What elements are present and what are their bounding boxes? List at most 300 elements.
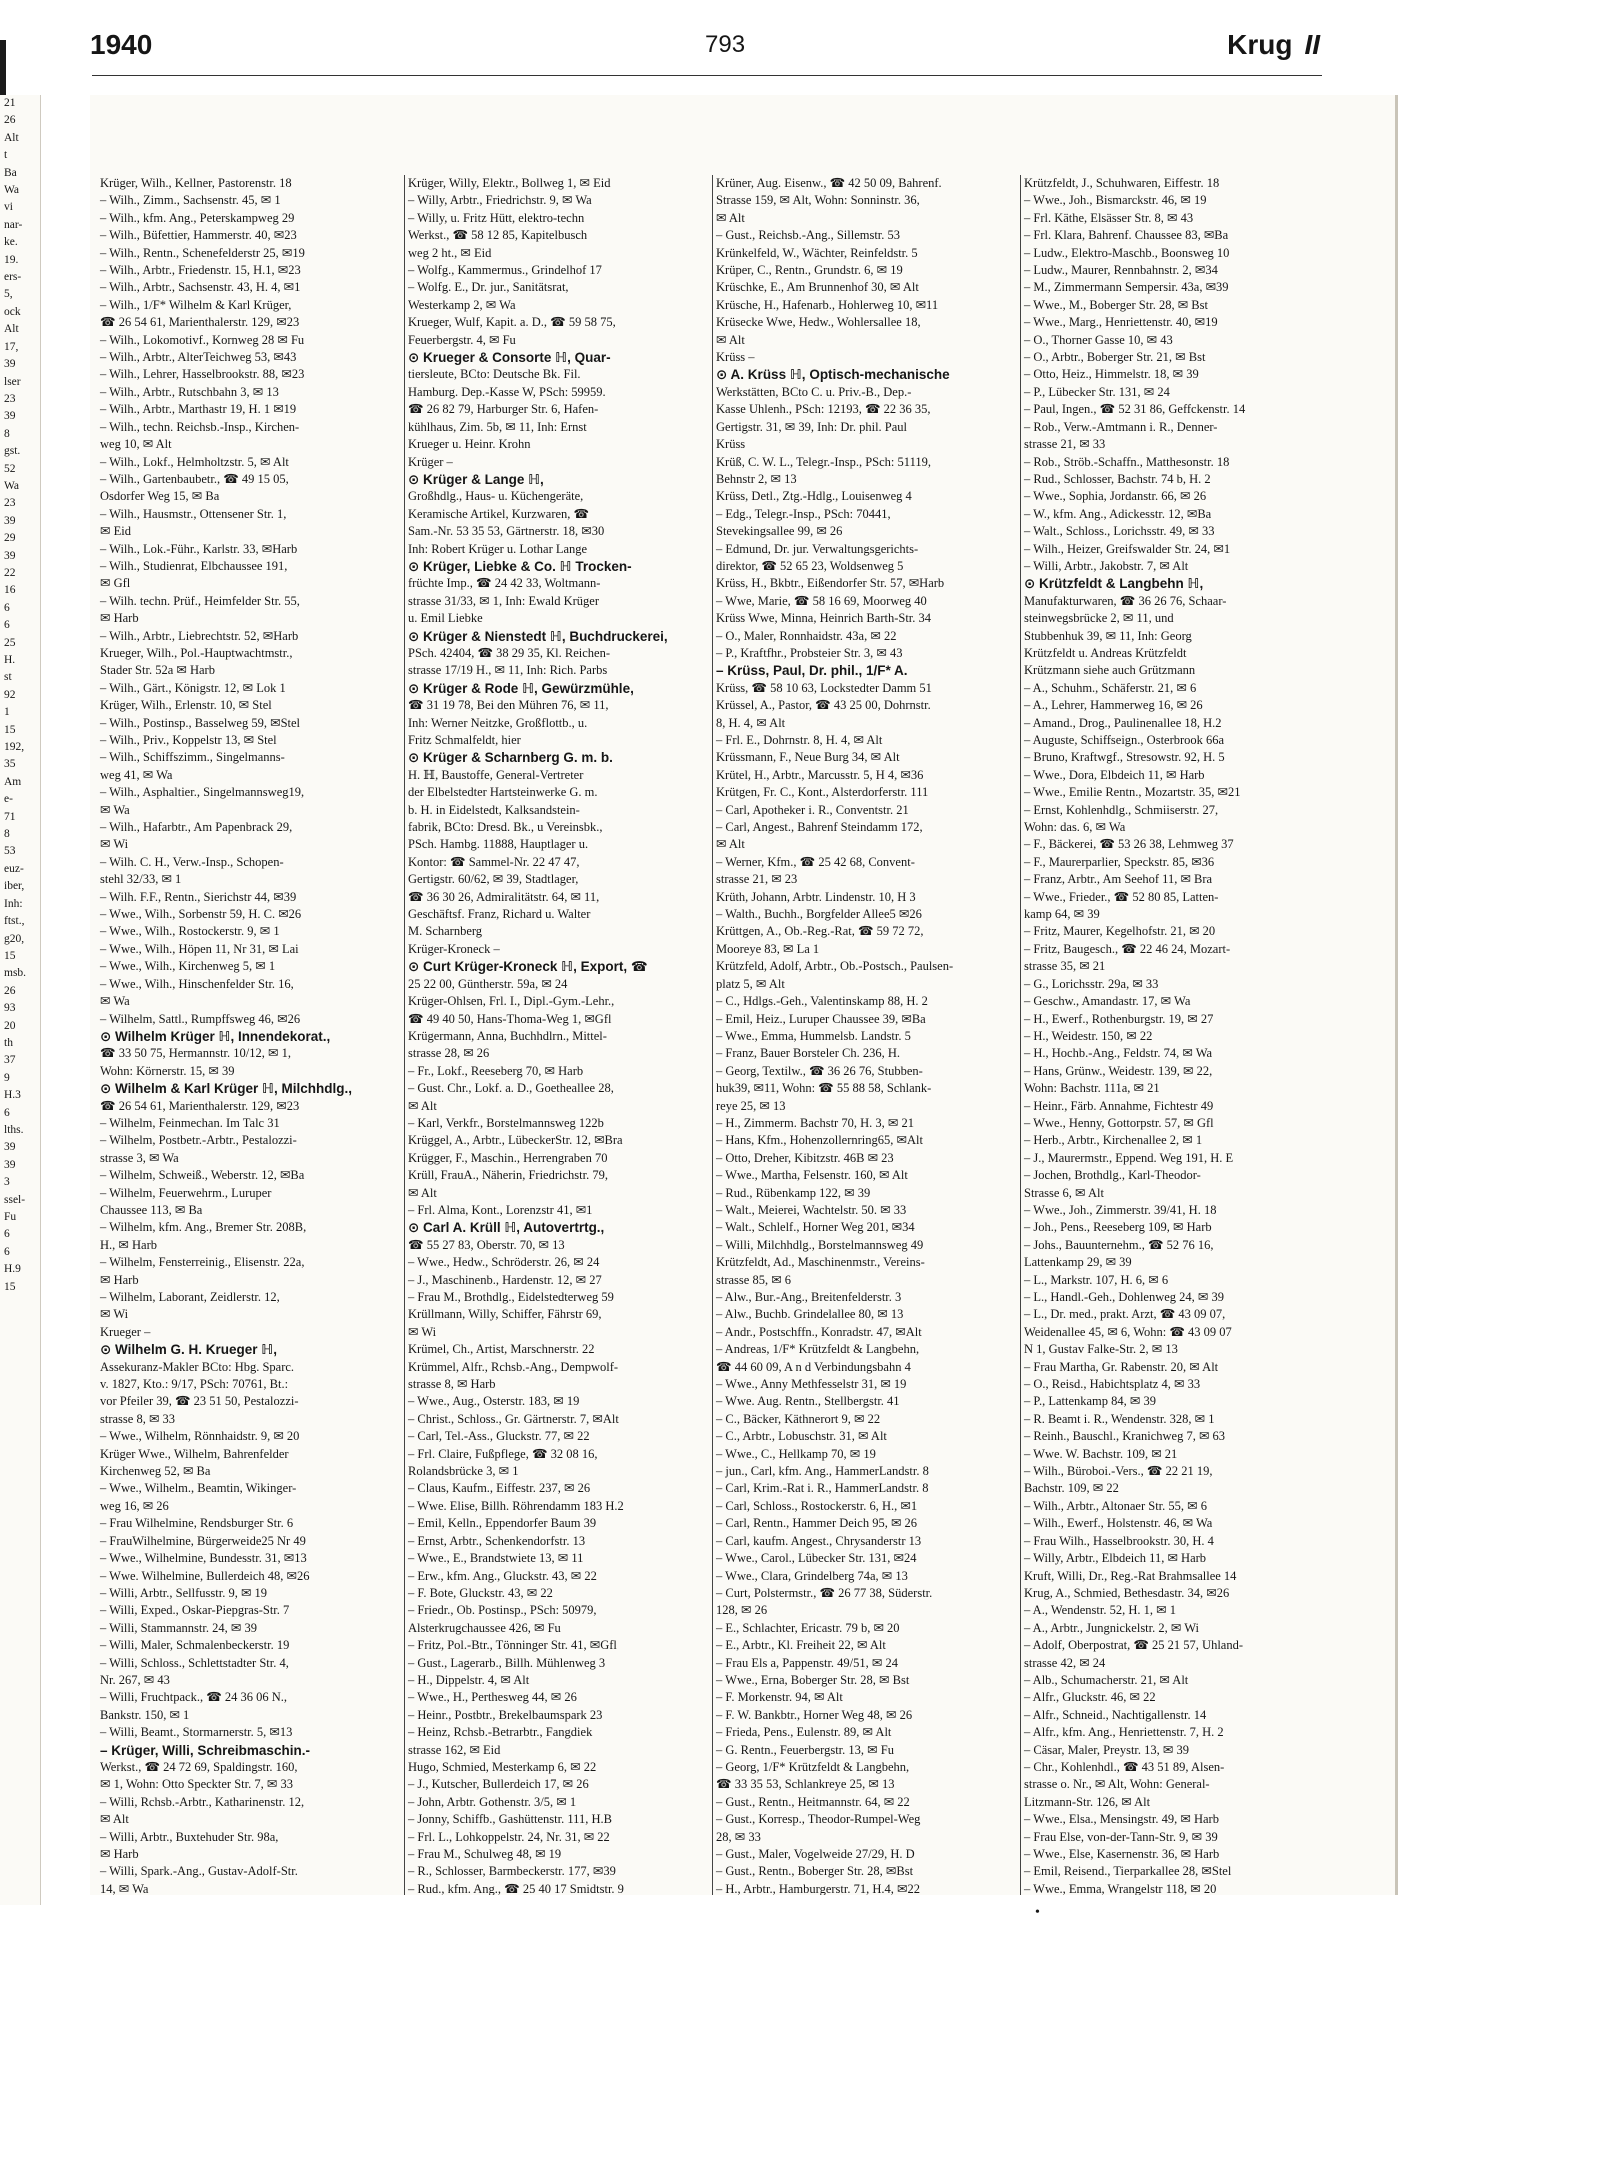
directory-entry: – Wilh., Zimm., Sachsenstr. 45, ✉ 1	[100, 193, 281, 208]
directory-entry: ⊙ Wilhelm & Karl Krüger ℍ, Milchhdlg.,	[100, 1081, 352, 1097]
directory-entry: – F. W. Bankbtr., Horner Weg 48, ✉ 26	[716, 1707, 913, 1722]
directory-entry: – Willy, Arbtr., Elbdeich 11, ✉ Harb	[1024, 1551, 1207, 1566]
directory-entry: – Wilh., Lokomotivf., Kornweg 28 ✉ Fu	[100, 332, 305, 347]
directory-entry: Krueger u. Heinr. Krohn	[408, 437, 531, 452]
directory-entry: – J., Maurermstr., Eppend. Weg 191, H. E	[1024, 1150, 1234, 1165]
directory-entry: – Willi, Schloss., Schlettstadter Str. 4,	[100, 1655, 289, 1670]
margin-fragment: H.3	[4, 1089, 21, 1102]
directory-entry: Wohn: Körnerstr. 15, ✉ 39	[100, 1063, 235, 1078]
directory-entry: – H., Arbtr., Hamburgerstr. 71, H.4, ✉22	[716, 1881, 920, 1895]
directory-entry: strasse 21, ✉ 23	[716, 872, 798, 887]
directory-entry: – Herb., Arbtr., Kirchenallee 2, ✉ 1	[1024, 1133, 1203, 1148]
directory-entry: – E., Arbtr., Kl. Freiheit 22, ✉ Alt	[716, 1638, 886, 1653]
directory-entry: platz 5, ✉ Alt	[716, 976, 785, 991]
directory-entry: – Wwe., Emilie Rentn., Mozartstr. 35, ✉21	[1024, 785, 1241, 800]
directory-entry: – Wilh., Arbtr., Sachsenstr. 43, H. 4, ✉1	[100, 280, 301, 295]
directory-entry: strasse 28, ✉ 26	[408, 1046, 490, 1061]
directory-entry: – jun., Carl, kfm. Ang., HammerLandstr. 8	[716, 1464, 929, 1479]
directory-entry: – Willi, Milchhdlg., Borstelmannsweg 49	[716, 1237, 924, 1252]
directory-entry: Werkstätten, BCto C. u. Priv.-B., Dep.-	[716, 384, 912, 399]
directory-entry: ✉ Harb	[100, 611, 139, 626]
directory-entry: – Paul, Ingen., ☎ 52 31 86, Geffckenstr. 14	[1024, 402, 1246, 417]
directory-entry: Bankstr. 150, ✉ 1	[100, 1707, 190, 1722]
directory-entry: ⊙ Wilhelm G. H. Krueger ℍ,	[100, 1342, 277, 1358]
directory-entry: Werkst., ☎ 24 72 69, Spaldingstr. 160,	[100, 1759, 298, 1774]
directory-entry: – Wolfg. E., Dr. jur., Sanitätsrat,	[408, 280, 569, 295]
directory-entry: – Walth., Buchh., Borgfelder Allee5 ✉26	[716, 907, 922, 922]
directory-entry: – Wilh., Arbtr., Friedenstr. 15, H.1, ✉23	[100, 263, 301, 278]
margin-fragment: 8	[4, 828, 10, 841]
directory-entry: – Wilh. F.F., Rentn., Sierichstr 44, ✉39	[100, 889, 297, 904]
directory-entry: Krug, A., Schmied, Bethesdastr. 34, ✉26	[1024, 1585, 1230, 1600]
directory-entry: weg 41, ✉ Wa	[100, 767, 173, 782]
directory-entry: ✉ Alt	[716, 837, 745, 852]
directory-entry: – A., Wendenstr. 52, H. 1, ✉ 1	[1024, 1603, 1176, 1618]
directory-entry: Litzmann-Str. 126, ✉ Alt	[1024, 1794, 1151, 1809]
directory-entry: – Karl, Verkfr., Borstelmannsweg 122b	[408, 1115, 604, 1130]
directory-entry: reye 25, ✉ 13	[716, 1098, 786, 1113]
directory-entry: Krüger, Wilh., Erlenstr. 10, ✉ Stel	[100, 698, 272, 713]
margin-fragment: ke.	[4, 236, 18, 249]
directory-entry: Wohn: das. 6, ✉ Wa	[1024, 820, 1126, 835]
directory-entry: Geschäftsf. Franz, Richard u. Walter	[408, 907, 591, 922]
directory-entry: – A., Arbtr., Jungnickelstr. 2, ✉ Wi	[1024, 1620, 1200, 1635]
directory-entry: – Wwe. Wilhelmine, Bullerdeich 48, ✉26	[100, 1568, 310, 1583]
margin-fragment: 26	[4, 114, 16, 127]
directory-entry: Krüger Wwe., Wilhelm, Bahrenfelder	[100, 1446, 289, 1461]
directory-entry: – Wwe., Henny, Gottorpstr. 57, ✉ Gfl	[1024, 1115, 1214, 1130]
margin-fragment: ers-	[4, 271, 22, 284]
margin-fragment: st	[4, 671, 12, 684]
directory-entry: Weidenallee 45, ✉ 6, Wohn: ☎ 43 09 07	[1024, 1324, 1232, 1339]
directory-entry: – Wwe., H., Perthesweg 44, ✉ 26	[408, 1690, 577, 1705]
directory-entry: – Wilhelm, Schweiß., Weberstr. 12, ✉Ba	[100, 1168, 305, 1183]
directory-entry: – Willi, Arbtr., Jakobstr. 7, ✉ Alt	[1024, 558, 1189, 573]
directory-entry: u. Emil Liebke	[408, 611, 483, 626]
directory-entry: ✉ Wi	[408, 1324, 437, 1339]
directory-entry: ✉ Wa	[100, 802, 130, 817]
directory-entry: 128, ✉ 26	[716, 1603, 768, 1618]
directory-entry: Krümel, Ch., Artist, Marschnerstr. 22	[408, 1342, 595, 1357]
directory-entry: – C., Arbtr., Lobuschstr. 31, ✉ Alt	[716, 1429, 887, 1444]
directory-entry: ⊙ Curt Krüger-Kroneck ℍ, Export, ☎	[408, 959, 648, 975]
directory-entry: strasse o. Nr., ✉ Alt, Wohn: General-	[1024, 1777, 1210, 1792]
directory-entry: – Wilh., kfm. Ang., Peterskampweg 29	[100, 210, 295, 225]
directory-entry: H., ✉ Harb	[100, 1237, 157, 1252]
directory-entry: – Jonny, Schiffb., Gashüttenstr. 111, H.B	[408, 1812, 612, 1827]
directory-entry: – Alw., Bur.-Ang., Breitenfelderstr. 3	[716, 1290, 902, 1304]
directory-entry: – Willi, Maler, Schmalenbeckerstr. 19	[100, 1638, 290, 1653]
directory-entry: – H., Hochb.-Ang., Feldstr. 74, ✉ Wa	[1024, 1046, 1213, 1061]
directory-entry: – Wilhelm, Postbetr.-Arbtr., Pestalozzi-	[100, 1133, 297, 1148]
directory-entry: – Wilhelm, Feinmechan. Im Talc 31	[100, 1115, 280, 1130]
directory-entry: ☎ 55 27 83, Oberstr. 70, ✉ 13	[408, 1237, 565, 1252]
directory-entry: ⊙ Krüger & Rode ℍ, Gewürzmühle,	[408, 680, 634, 696]
margin-fragment: 93	[4, 1002, 16, 1015]
directory-entry: – Wwe., Wilh., Hinschenfelder Str. 16,	[100, 976, 294, 991]
directory-entry: Fritz Schmalfeldt, hier	[408, 733, 521, 747]
directory-entry: – Hans, Grünw., Weidestr. 139, ✉ 22,	[1024, 1063, 1213, 1078]
margin-fragment: 3	[4, 1176, 10, 1189]
directory-entry: Krüttgen, A., Ob.-Reg.-Rat, ☎ 59 72 72,	[716, 924, 924, 939]
directory-entry: ✉ Wa	[100, 994, 130, 1009]
margin-fragment: ssel-	[4, 1193, 26, 1206]
directory-entry: – Emil, Heiz., Luruper Chaussee 39, ✉Ba	[716, 1011, 926, 1026]
directory-entry: Kirchenweg 52, ✉ Ba	[100, 1464, 211, 1479]
directory-entry: – Willi, Stammannstr. 24, ✉ 39	[100, 1620, 257, 1635]
directory-entry: – Wilhelm, kfm. Ang., Bremer Str. 208B,	[100, 1220, 307, 1235]
directory-entry: – Wwe., C., Hellkamp 70, ✉ 19	[716, 1446, 876, 1461]
directory-entry: – Carl, kaufm. Angest., Chrysanderstr 13	[716, 1533, 922, 1548]
directory-entry: – Emil, Kelln., Eppendorfer Baum 39	[408, 1516, 597, 1531]
margin-fragment: 92	[4, 688, 16, 701]
margin-fragment: 39	[4, 514, 16, 527]
directory-entry: Werkst., ☎ 58 12 85, Kapitelbusch	[408, 228, 588, 243]
directory-entry: – Wilh., Rentn., Schenefelderstr 25, ✉19	[100, 245, 305, 260]
directory-entry: – R., Schlosser, Barmbeckerstr. 177, ✉39	[408, 1864, 616, 1879]
margin-fragment: 23	[4, 392, 16, 405]
directory-entry: Krüss, ☎ 58 10 63, Lockstedter Damm 51	[716, 680, 932, 695]
directory-entry: – Joh., Pens., Reeseberg 109, ✉ Harb	[1024, 1220, 1212, 1235]
margin-fragment: 39	[4, 1141, 16, 1154]
margin-fragment: 6	[4, 601, 10, 614]
directory-entry: Krütgen, Fr. C., Kont., Alsterdorferstr. 111	[716, 785, 929, 800]
directory-entry: – Wilh., techn. Reichsb.-Insp., Kirchen-	[100, 419, 300, 434]
directory-entry: – Alfr., kfm. Ang., Henriettenstr. 7, H. 2	[1024, 1725, 1224, 1740]
directory-entry: Krützmann siehe auch Grützmann	[1024, 663, 1196, 678]
directory-entry: 28, ✉ 33	[716, 1829, 761, 1844]
directory-entry: Krünkelfeld, W., Wächter, Reinfeldstr. 5	[716, 245, 918, 260]
directory-entry: strasse 85, ✉ 6	[716, 1272, 792, 1287]
directory-entry: – Wwe., Wilh., Sorbenstr 59, H. C. ✉26	[100, 907, 302, 922]
directory-entry: ✉ Alt	[100, 1812, 129, 1827]
margin-fragment: iber,	[4, 880, 25, 893]
margin-fragment: euz-	[4, 862, 24, 875]
directory-entry: – Carl, Krim.-Rat i. R., HammerLandstr. 8	[716, 1481, 929, 1496]
directory-entry: – Wwe., Clara, Grindelberg 74a, ✉ 13	[716, 1568, 908, 1583]
margin-fragment: 6	[4, 619, 10, 632]
directory-entry: Krümmel, Alfr., Rchsb.-Ang., Dempwolf-	[408, 1359, 619, 1374]
margin-fragment: 25	[4, 636, 16, 649]
directory-entry: – Wilh., Lehrer, Hasselbrookstr. 88, ✉23	[100, 367, 305, 382]
directory-entry: ✉ Harb	[100, 1272, 139, 1287]
directory-entry: – Heinr., Färb. Annahme, Fichtestr 49	[1024, 1098, 1214, 1113]
directory-entry: ☎ 33 50 75, Hermannstr. 10/12, ✉ 1,	[100, 1046, 291, 1061]
directory-entry: – Alw., Buchb. Grindelallee 80, ✉ 13	[716, 1307, 904, 1322]
directory-entry: Krüsecke Wwe, Hedw., Wohlersallee 18,	[716, 315, 921, 330]
margin-fragment: lser	[4, 375, 21, 388]
directory-entry: Krüper, C., Rentn., Grundstr. 6, ✉ 19	[716, 263, 903, 278]
directory-entry: Alsterkrugchaussee 426, ✉ Fu	[408, 1620, 561, 1635]
directory-entry: stehl 32/33, ✉ 1	[100, 872, 182, 887]
directory-entry: strasse 35, ✉ 21	[1024, 959, 1106, 974]
directory-entry: – Frau M., Schulweg 48, ✉ 19	[408, 1847, 562, 1861]
margin-fragment: 9	[4, 1071, 10, 1084]
directory-entry: – Rud., kfm. Ang., ☎ 25 40 17 Smidtstr. 9	[408, 1881, 624, 1895]
directory-entry: – Rud., Rübenkamp 122, ✉ 39	[716, 1185, 871, 1200]
directory-entry: Krüß, C. W. L., Telegr.-Insp., PSch: 51119,	[716, 454, 931, 469]
directory-entry: Krüssel, A., Pastor, ☎ 43 25 00, Dohrnstr.	[716, 698, 931, 713]
directory-entry: v. 1827, Kto.: 9/17, PSch: 70761, Bt.:	[100, 1377, 289, 1392]
margin-fragment: nar-	[4, 218, 23, 231]
directory-entry: – Willi, Fruchtpack., ☎ 24 36 06 N.,	[100, 1690, 288, 1705]
directory-entry: – Frl. Alma, Kont., Lorenzstr 41, ✉1	[408, 1202, 593, 1217]
directory-entry: – Carl, Tel.-Ass., Gluckstr. 77, ✉ 22	[408, 1429, 590, 1444]
directory-entry: – W., kfm. Ang., Adickesstr. 12, ✉Ba	[1024, 506, 1212, 521]
margin-fragment: 37	[4, 1054, 16, 1067]
directory-entry: – Ernst, Arbtr., Schenkendorfstr. 13	[408, 1533, 586, 1548]
directory-entry: – Ernst, Kohlenhdlg., Schmiiserstr. 27,	[1024, 802, 1219, 817]
directory-entry: – Cäsar, Maler, Preystr. 13, ✉ 39	[1024, 1742, 1190, 1757]
directory-entry: 8, H. 4, ✉ Alt	[716, 715, 786, 730]
directory-entry: Krüll, FrauA., Näherin, Friedrichstr. 79,	[408, 1168, 608, 1183]
margin-fragment: t	[4, 149, 8, 162]
directory-entry: – Wwe., Emma, Hummelsb. Landstr. 5	[716, 1028, 911, 1043]
directory-entry: ☎ 31 19 78, Bei den Mühren 76, ✉ 11,	[408, 698, 609, 713]
directory-entry: Krueger –	[100, 1324, 151, 1339]
directory-entry: Krueger, Wulf, Kapit. a. D., ☎ 59 58 75,	[408, 315, 616, 330]
margin-fragment: msb.	[4, 967, 27, 980]
directory-entry: – Wwe., Martha, Felsenstr. 160, ✉ Alt	[716, 1168, 908, 1183]
directory-entry: – Carl, Rentn., Hammer Deich 95, ✉ 26	[716, 1516, 918, 1531]
directory-entry: – Gust., Korresp., Theodor-Rumpel-Weg	[716, 1812, 921, 1827]
directory-entry: – Fr., Lokf., Reeseberg 70, ✉ Harb	[408, 1063, 584, 1078]
directory-entry: kühlhaus, Zim. 5b, ✉ 11, Inh: Ernst	[408, 419, 587, 434]
directory-entry: Krügger, F., Maschin., Herrengraben 70	[408, 1150, 608, 1165]
directory-entry: – H., Weidestr. 150, ✉ 22	[1024, 1028, 1153, 1043]
margin-fragment: lths.	[4, 1123, 24, 1136]
directory-entry: – Rud., Schlosser, Bachstr. 74 b, H. 2	[1024, 471, 1211, 486]
directory-entry: – Wilh. C. H., Verw.-Insp., Schopen-	[100, 854, 284, 869]
directory-entry: Osdorfer Weg 15, ✉ Ba	[100, 489, 220, 504]
header-year: 1940	[90, 29, 153, 60]
directory-entry: Strasse 6, ✉ Alt	[1024, 1185, 1104, 1200]
directory-entry: – Frl. E., Dohrnstr. 8, H. 4, ✉ Alt	[716, 733, 883, 747]
margin-fragment: 52	[4, 462, 16, 475]
margin-fragment: ock	[4, 305, 21, 318]
directory-entry: – R. Beamt i. R., Wendenstr. 328, ✉ 1	[1024, 1411, 1215, 1426]
running-head-name: Krug	[1227, 29, 1293, 60]
directory-entry: – Wwe., Elsa., Mensingstr. 49, ✉ Harb	[1024, 1812, 1219, 1827]
directory-entry: ✉ Alt	[408, 1098, 437, 1113]
directory-entry: – Walt., Meierei, Wachtelstr. 50. ✉ 33	[716, 1202, 907, 1217]
directory-entry: ✉ 1, Wohn: Otto Speckter Str. 7, ✉ 33	[100, 1777, 293, 1792]
directory-entry: – Wwe., Anny Methfesselstr 31, ✉ 19	[716, 1377, 907, 1392]
directory-entry: Krüger-Kroneck –	[408, 941, 500, 956]
directory-entry: – Wwe., Sophia, Jordanstr. 66, ✉ 26	[1024, 489, 1207, 504]
directory-entry: Lattenkamp 29, ✉ 39	[1024, 1255, 1132, 1270]
directory-entry: – FrauWilhelmine, Bürgerweide25 Nr 49	[100, 1533, 306, 1548]
directory-entry: – Wwe. W. Bachstr. 109, ✉ 21	[1024, 1446, 1178, 1461]
margin-fragment: 6	[4, 1106, 10, 1119]
margin-fragment: vi	[4, 201, 13, 214]
directory-entry: Kontor: ☎ Sammel-Nr. 22 47 47,	[408, 854, 580, 869]
directory-page	[90, 95, 1398, 1895]
directory-entry: Hamburg. Dep.-Kasse W, PSch: 59959.	[408, 384, 606, 399]
margin-fragment: 23	[4, 497, 16, 510]
directory-entry: ✉ Alt	[716, 210, 745, 225]
directory-entry: Krützfeldt, Ad., Maschinenmstr., Vereins-	[716, 1255, 925, 1270]
directory-entry: Gertigstr. 31, ✉ 39, Inh: Dr. phil. Paul	[716, 419, 908, 434]
margin-fragment: gst.	[4, 445, 21, 458]
directory-entry: Nr. 267, ✉ 43	[100, 1672, 170, 1687]
directory-entry: – Wilh., Studienrat, Elbchaussee 191,	[100, 558, 288, 573]
directory-entry: – Hans, Kfm., Hohenzollernring65, ✉Alt	[716, 1133, 923, 1148]
directory-entry: Rolandsbrücke 3, ✉ 1	[408, 1464, 519, 1479]
directory-entry: – J., Maschinenb., Hardenstr. 12, ✉ 27	[408, 1272, 602, 1287]
directory-entry: – Andreas, 1/F* Krützfeldt & Langbehn,	[716, 1342, 920, 1357]
directory-entry: – Franz, Bauer Borsteler Ch. 236, H.	[716, 1046, 900, 1061]
directory-entry: – Wilh., Hausmstr., Ottensener Str. 1,	[100, 506, 287, 521]
directory-entry: – Alfr., Gluckstr. 46, ✉ 22	[1024, 1690, 1156, 1705]
directory-entry: – F. Morkenstr. 94, ✉ Alt	[716, 1690, 843, 1705]
directory-entry: – Wwe., E., Brandstwiete 13, ✉ 11	[408, 1551, 584, 1566]
directory-entry: – Ludw., Maurer, Rennbahnstr. 2, ✉34	[1024, 263, 1218, 278]
directory-entry: strasse 21, ✉ 33	[1024, 437, 1106, 452]
directory-entry: – G. Rentn., Feuerbergstr. 13, ✉ Fu	[716, 1742, 894, 1757]
directory-entry: ✉ Gfl	[100, 576, 131, 591]
directory-entry: N 1, Gustav Falke-Str. 2, ✉ 13	[1024, 1342, 1178, 1357]
directory-entry: ⊙ Krueger & Consorte ℍ, Quar-	[408, 350, 611, 366]
directory-entry: – Frl. L., Lohkoppelstr. 24, Nr. 31, ✉ 22	[408, 1829, 610, 1844]
directory-entry: – Frau Martha, Gr. Rabenstr. 20, ✉ Alt	[1024, 1359, 1219, 1374]
directory-entry: – Carl, Angest., Bahrenf Steindamm 172,	[716, 820, 923, 835]
directory-entry: – Jochen, Brothdlg., Karl-Theodor-	[1024, 1168, 1201, 1183]
directory-entry: – Wwe., Else, Kasernenstr. 36, ✉ Harb	[1024, 1847, 1220, 1861]
directory-entry: – Gust., Rentn., Heitmannstr. 64, ✉ 22	[716, 1794, 910, 1809]
directory-entry: ☎ 44 60 09, A n d Verbindungsbahn 4	[716, 1359, 911, 1374]
directory-entry: Manufakturwaren, ☎ 36 26 76, Schaar-	[1024, 593, 1227, 608]
directory-entry: – Adolf, Oberpostrat, ☎ 25 21 57, Uhland-	[1024, 1638, 1244, 1653]
directory-entry: ✉ Alt	[408, 1185, 437, 1200]
directory-entry: – L., Dr. med., prakt. Arzt, ☎ 43 09 07,	[1024, 1307, 1226, 1322]
margin-fragment: Wa	[4, 479, 20, 492]
directory-entry: Krügermann, Anna, Buchhdlrn., Mittel-	[408, 1028, 607, 1043]
margin-fragment: Inh:	[4, 897, 23, 910]
directory-entry: Krüggel, A., Arbtr., LübeckerStr. 12, ✉Bra	[408, 1133, 623, 1148]
directory-entry: – Frieda, Pens., Eulenstr. 89, ✉ Alt	[716, 1725, 892, 1740]
directory-entry: – Walt., Schloss., Lorichsstr. 49, ✉ 33	[1024, 524, 1215, 539]
directory-entry: Krüger –	[408, 454, 453, 469]
directory-entry: Krütel, H., Arbtr., Marcusstr. 5, H 4, ✉36	[716, 767, 924, 782]
directory-entry: – Frl. Claire, Fußpflege, ☎ 32 08 16,	[408, 1446, 598, 1461]
column-divider	[404, 175, 405, 1895]
directory-entry: – Wilh., Postinsp., Basselweg 59, ✉Stel	[100, 715, 301, 730]
directory-entry: ☎ 26 54 61, Marienthalerstr. 129, ✉23	[100, 1098, 300, 1113]
margin-fragment: 39	[4, 410, 16, 423]
directory-entry: Krüss, Detl., Ztg.-Hdlg., Louisenweg 4	[716, 489, 912, 504]
previous-page-margin	[0, 95, 41, 1905]
directory-entry: ☎ 26 54 61, Marienthalerstr. 129, ✉23	[100, 315, 300, 330]
margin-fragment: 192,	[4, 741, 25, 754]
directory-entry: – Wwe., Wilh., Höpen 11, Nr 31, ✉ Lai	[100, 941, 299, 956]
directory-entry: ⊙ Krüger & Lange ℍ,	[408, 471, 544, 487]
directory-entry: Behnstr 2, ✉ 13	[716, 471, 797, 486]
directory-entry: – Willi, Spark.-Ang., Gustav-Adolf-Str.	[100, 1864, 298, 1879]
directory-entry: – Wwe., Carol., Lübecker Str. 131, ✉24	[716, 1551, 917, 1566]
directory-entry: Kruft, Willi, Dr., Reg.-Rat Brahmsallee 14	[1024, 1568, 1237, 1583]
margin-fragment: 16	[4, 584, 16, 597]
margin-fragment: ftst.,	[4, 915, 25, 928]
directory-entry: – Rob., Verw.-Amtmann i. R., Denner-	[1024, 419, 1218, 434]
directory-entry: – Wwe., Emma, Wrangelstr 118, ✉ 20	[1024, 1881, 1217, 1895]
directory-entry: strasse 42, ✉ 24	[1024, 1655, 1106, 1670]
directory-entry: – Wwe., Frieder., ☎ 52 80 85, Latten-	[1024, 889, 1219, 904]
directory-entry: – Edg., Telegr.-Insp., PSch: 70441,	[716, 506, 891, 521]
directory-entry: – Fritz, Maurer, Kegelhofstr. 21, ✉ 20	[1024, 924, 1216, 939]
directory-entry: – Frau Wilh., Hasselbrookstr. 30, H. 4	[1024, 1533, 1214, 1548]
directory-entry: – Wwe., Wilhelm., Beamtin, Wikinger-	[100, 1481, 297, 1496]
directory-entry: – Gust. Chr., Lokf. a. D., Goetheallee 28,	[408, 1081, 614, 1096]
directory-entry: steinwegsbrücke 2, ✉ 11, und	[1024, 611, 1174, 626]
directory-entry: Inh: Robert Krüger u. Lothar Lange	[408, 541, 588, 556]
directory-entry: – Fritz, Baugesch., ☎ 22 46 24, Mozart-	[1024, 941, 1231, 956]
directory-entry: Kasse Uhlenh., PSch: 12193, ☎ 22 36 35,	[716, 402, 931, 417]
directory-entry: Keramische Artikel, Kurzwaren, ☎	[408, 506, 590, 521]
directory-entry: vor Pfeiler 39, ☎ 23 51 50, Pestalozzi-	[100, 1394, 299, 1409]
directory-entry: – Gust., Rentn., Boberger Str. 28, ✉Bst	[716, 1864, 914, 1879]
page-number: 793	[705, 31, 746, 58]
directory-entry: – Amand., Drog., Paulinenallee 18, H.2	[1024, 715, 1222, 730]
directory-entry: – Wilh., Ewerf., Holstenstr. 46, ✉ Wa	[1024, 1516, 1213, 1531]
directory-entry: Hugo, Schmied, Mesterkamp 6, ✉ 22	[408, 1759, 597, 1774]
margin-fragment: Fu	[4, 1211, 17, 1223]
directory-entry: Inh: Werner Neitzke, Großflottb., u.	[408, 715, 588, 730]
directory-entry: fabrik, BCto: Dresd. Bk., u Vereinsbk.,	[408, 820, 603, 835]
directory-entry: – Ludw., Elektro-Maschb., Boonsweg 10	[1024, 245, 1230, 260]
margin-fragment: e-	[4, 793, 13, 806]
directory-entry: ⊙ A. Krüss ℍ, Optisch-mechanische	[716, 367, 950, 383]
directory-entry: – Wilhelm, Fensterreinig., Elisenstr. 22a,	[100, 1255, 305, 1270]
directory-entry: ✉ Wi	[100, 837, 129, 852]
directory-entry: b. H. in Eidelstedt, Kalksandstein-	[408, 802, 580, 817]
margin-fragment: 26	[4, 984, 16, 997]
directory-entry: – Bruno, Kraftwgf., Stresowstr. 92, H. 5	[1024, 750, 1225, 765]
directory-entry: ⊙ Krüger & Nienstedt ℍ, Buchdruckerei,	[408, 628, 668, 644]
directory-entry: – Wilh., Büroboi.-Vers., ☎ 22 21 19,	[1024, 1464, 1213, 1479]
directory-entry: – Werner, Kfm., ☎ 25 42 68, Convent-	[716, 854, 915, 869]
directory-entry: – Otto, Dreher, Kibitzstr. 46B ✉ 23	[716, 1150, 894, 1165]
directory-entry: – Wilh., Heizer, Greifswalder Str. 24, ✉1	[1024, 541, 1231, 556]
column-2	[406, 175, 713, 1895]
directory-entry: ⊙ Krützfeldt & Langbehn ℍ,	[1024, 576, 1204, 592]
directory-entry: – Wwe., Aug., Osterstr. 183, ✉ 19	[408, 1394, 580, 1409]
directory-entry: Stader Str. 52a ✉ Harb	[100, 663, 215, 678]
directory-entry: – Wilh., Arbtr., Marthastr 19, H. 1 ✉19	[100, 402, 297, 417]
directory-entry: – Frau Else, von-der-Tann-Str. 9, ✉ 39	[1024, 1829, 1218, 1844]
directory-entry: – Wwe., Joh., Bismarckstr. 46, ✉ 19	[1024, 193, 1207, 208]
directory-entry: tiersleute, BCto: Deutsche Bk. Fil.	[408, 367, 581, 382]
running-head-roman: II	[1304, 29, 1320, 60]
directory-entry: ✉ Wi	[100, 1307, 129, 1322]
directory-entry: ⊙ Krüger & Scharnberg G. m. b.	[408, 750, 613, 766]
directory-entry: weg 16, ✉ 26	[100, 1498, 169, 1513]
column-divider	[1020, 175, 1021, 1895]
directory-entry: 14, ✉ Wa	[100, 1881, 149, 1895]
directory-entry: Krüss –	[716, 350, 755, 365]
page-header	[90, 27, 1320, 67]
directory-entry: – Heinz, Rchsb.-Betrarbtr., Fangdiek	[408, 1725, 593, 1740]
directory-entry: strasse 31/33, ✉ 1, Inh: Ewald Krüger	[408, 593, 599, 608]
directory-entry: – M., Zimmermann Sempersir. 43a, ✉39	[1024, 280, 1229, 295]
margin-fragment: 21	[4, 97, 16, 109]
margin-fragment: 35	[4, 758, 16, 771]
directory-entry: – L., Handl.-Geh., Dohlenweg 24, ✉ 39	[1024, 1290, 1225, 1304]
directory-entry: – Wwe. Elise, Billh. Röhrendamm 183 H.2	[408, 1498, 624, 1513]
margin-fragment: Am	[4, 775, 22, 788]
directory-entry: – Wilh., 1/F* Wilhelm & Karl Krüger,	[100, 297, 292, 312]
directory-entry: weg 10, ✉ Alt	[100, 437, 172, 452]
